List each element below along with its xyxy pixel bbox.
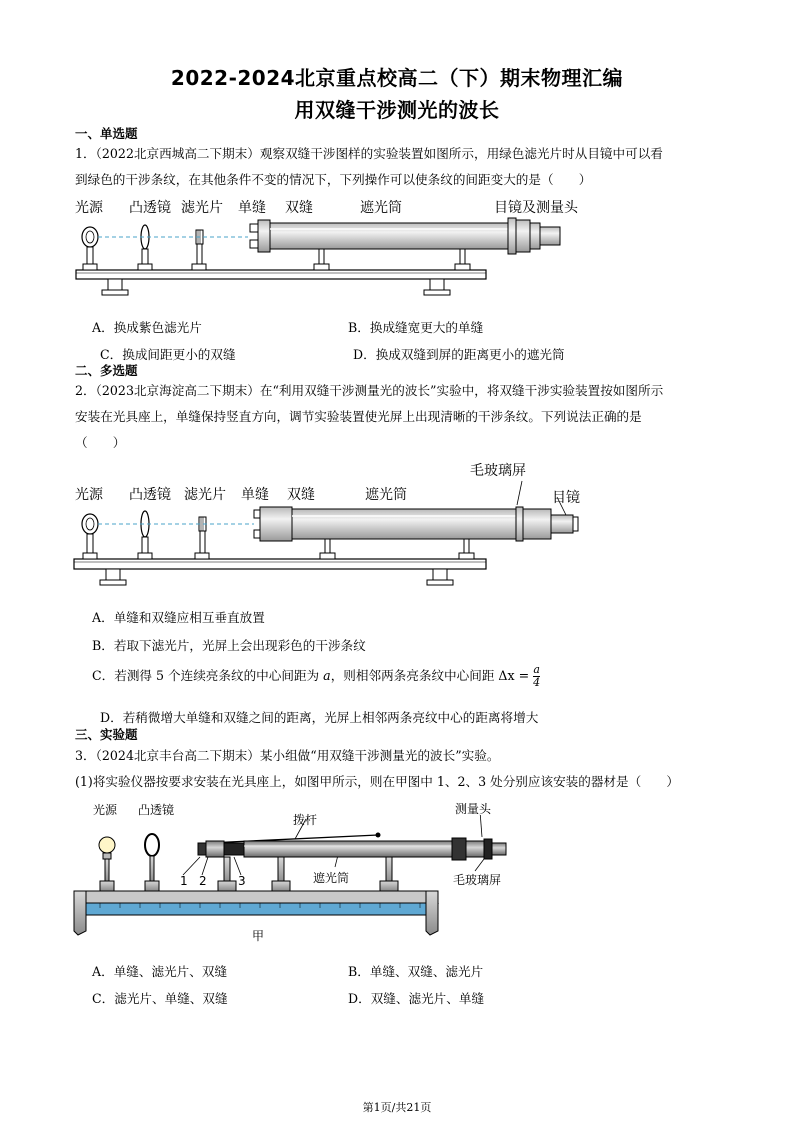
q1-option-c[interactable]: C．换成间距更小的双缝 (100, 347, 236, 362)
q2-option-c[interactable] (92, 664, 540, 689)
q3-label-number-1: 1 (180, 874, 188, 888)
section-heading-single-choice: 一、单选题 (75, 126, 138, 141)
section-heading-experiment: 三、实验题 (75, 727, 138, 742)
q3-label-measuring-head: 测量头 (455, 802, 492, 816)
q3-figure-caption: 甲 (252, 929, 265, 943)
q2-stem-line3: （ ） (75, 435, 126, 450)
document-subtitle: 用双缝干涉测光的波长 (294, 98, 500, 122)
page-number: 第1页/共21页 (362, 1101, 432, 1114)
q2-option-d[interactable]: D．若稍微增大单缝和双缝之间的距离，光屏上相邻两条亮纹中心的距离将增大 (100, 710, 539, 725)
fraction-numerator: a (533, 663, 540, 676)
q2-label-light-tube: 遮光筒 (365, 487, 407, 503)
q2-option-a[interactable]: A．单缝和双缝应相互垂直放置 (92, 610, 265, 625)
q1-option-a[interactable]: A．换成紫色滤光片 (92, 320, 202, 335)
q3-apparatus-diagram (70, 815, 520, 940)
q1-stem-line1: 1．（2022北京西城高二下期末）观察双缝干涉图样的实验装置如图所示，用绿色滤光片时从目镜中可以看 (75, 146, 663, 161)
q3-option-a[interactable]: A．单缝、滤光片、双缝 (92, 964, 228, 979)
q2-apparatus-diagram (70, 475, 590, 590)
q3-label-light-source: 光源 (93, 803, 118, 817)
q2-stem-line1: 2．（2023北京海淀高二下期末）在“利用双缝干涉测量光的波长”实验中，将双缝干涉实验装置按如图所示 (75, 383, 664, 398)
q3-stem-line1: 3．（2024北京丰台高二下期末）某小组做“用双缝干涉测量光的波长”实验。 (75, 748, 500, 763)
q2-option-c-fraction (533, 664, 540, 689)
q1-stem-line2: 到绿色的干涉条纹，在其他条件不变的情况下，下列操作可以使条纹的间距变大的是（ ） (75, 172, 592, 187)
q2-option-c-text-pre: C．若测得 5 个连续亮条纹的中心间距为 (92, 668, 324, 683)
q1-apparatus-diagram (70, 212, 610, 304)
q2-option-c-variable: a (323, 668, 331, 683)
q3-option-d[interactable]: D．双缝、滤光片、单缝 (348, 991, 485, 1006)
q1-option-d[interactable]: D．换成双缝到屏的距离更小的遮光筒 (353, 347, 565, 362)
q1-label-filter: 滤光片 (181, 200, 223, 216)
q2-label-eyepiece: 目镜 (552, 490, 580, 506)
document-title: 2022-2024北京重点校高二（下）期末物理汇编 (170, 66, 624, 90)
q1-option-b[interactable]: B．换成缝宽更大的单缝 (348, 320, 484, 335)
q3-option-b[interactable]: B．单缝、双缝、滤光片 (348, 964, 484, 979)
q3-label-number-2: 2 (199, 874, 207, 888)
q2-option-c-text-mid: ，则相邻两条亮条纹中心间距 Δx = (330, 668, 534, 683)
q2-option-b[interactable]: B．若取下滤光片，光屏上会出现彩色的干涉条纹 (92, 638, 366, 653)
q2-label-ground-glass-screen: 毛玻璃屏 (470, 463, 526, 479)
fraction-denominator: 4 (533, 676, 541, 689)
q3-label-number-3: 3 (238, 874, 246, 888)
q1-label-double-slit: 双缝 (285, 200, 313, 216)
q3-label-ground-glass-screen: 毛玻璃屏 (453, 873, 502, 887)
q2-label-single-slit: 单缝 (241, 487, 269, 503)
q1-label-single-slit: 单缝 (238, 200, 266, 216)
q1-label-light-source: 光源 (75, 200, 103, 216)
q1-label-eyepiece: 目镜及测量头 (494, 200, 578, 216)
q1-label-light-tube: 遮光筒 (360, 200, 402, 216)
q2-label-double-slit: 双缝 (287, 487, 315, 503)
q3-option-c[interactable]: C．滤光片、单缝、双缝 (92, 991, 228, 1006)
q3-stem-line2: (1)将实验仪器按要求安装在光具座上，如图甲所示，则在甲图中 1、2、3 处分别应该安装的器材是（ ） (75, 774, 680, 789)
q2-label-convex-lens: 凸透镜 (129, 487, 171, 503)
q3-label-rod: 拨杆 (293, 813, 318, 827)
q2-label-light-source: 光源 (75, 487, 103, 503)
section-heading-multi-choice: 二、多选题 (75, 363, 138, 378)
q3-label-convex-lens: 凸透镜 (138, 803, 175, 817)
q3-label-light-tube: 遮光筒 (313, 871, 350, 885)
q2-stem-line2: 安装在光具座上，单缝保持竖直方向，调节实验装置使光屏上出现清晰的干涉条纹。下列说法正确的是 (75, 409, 642, 424)
q2-label-filter: 滤光片 (184, 487, 226, 503)
q1-label-convex-lens: 凸透镜 (129, 200, 171, 216)
